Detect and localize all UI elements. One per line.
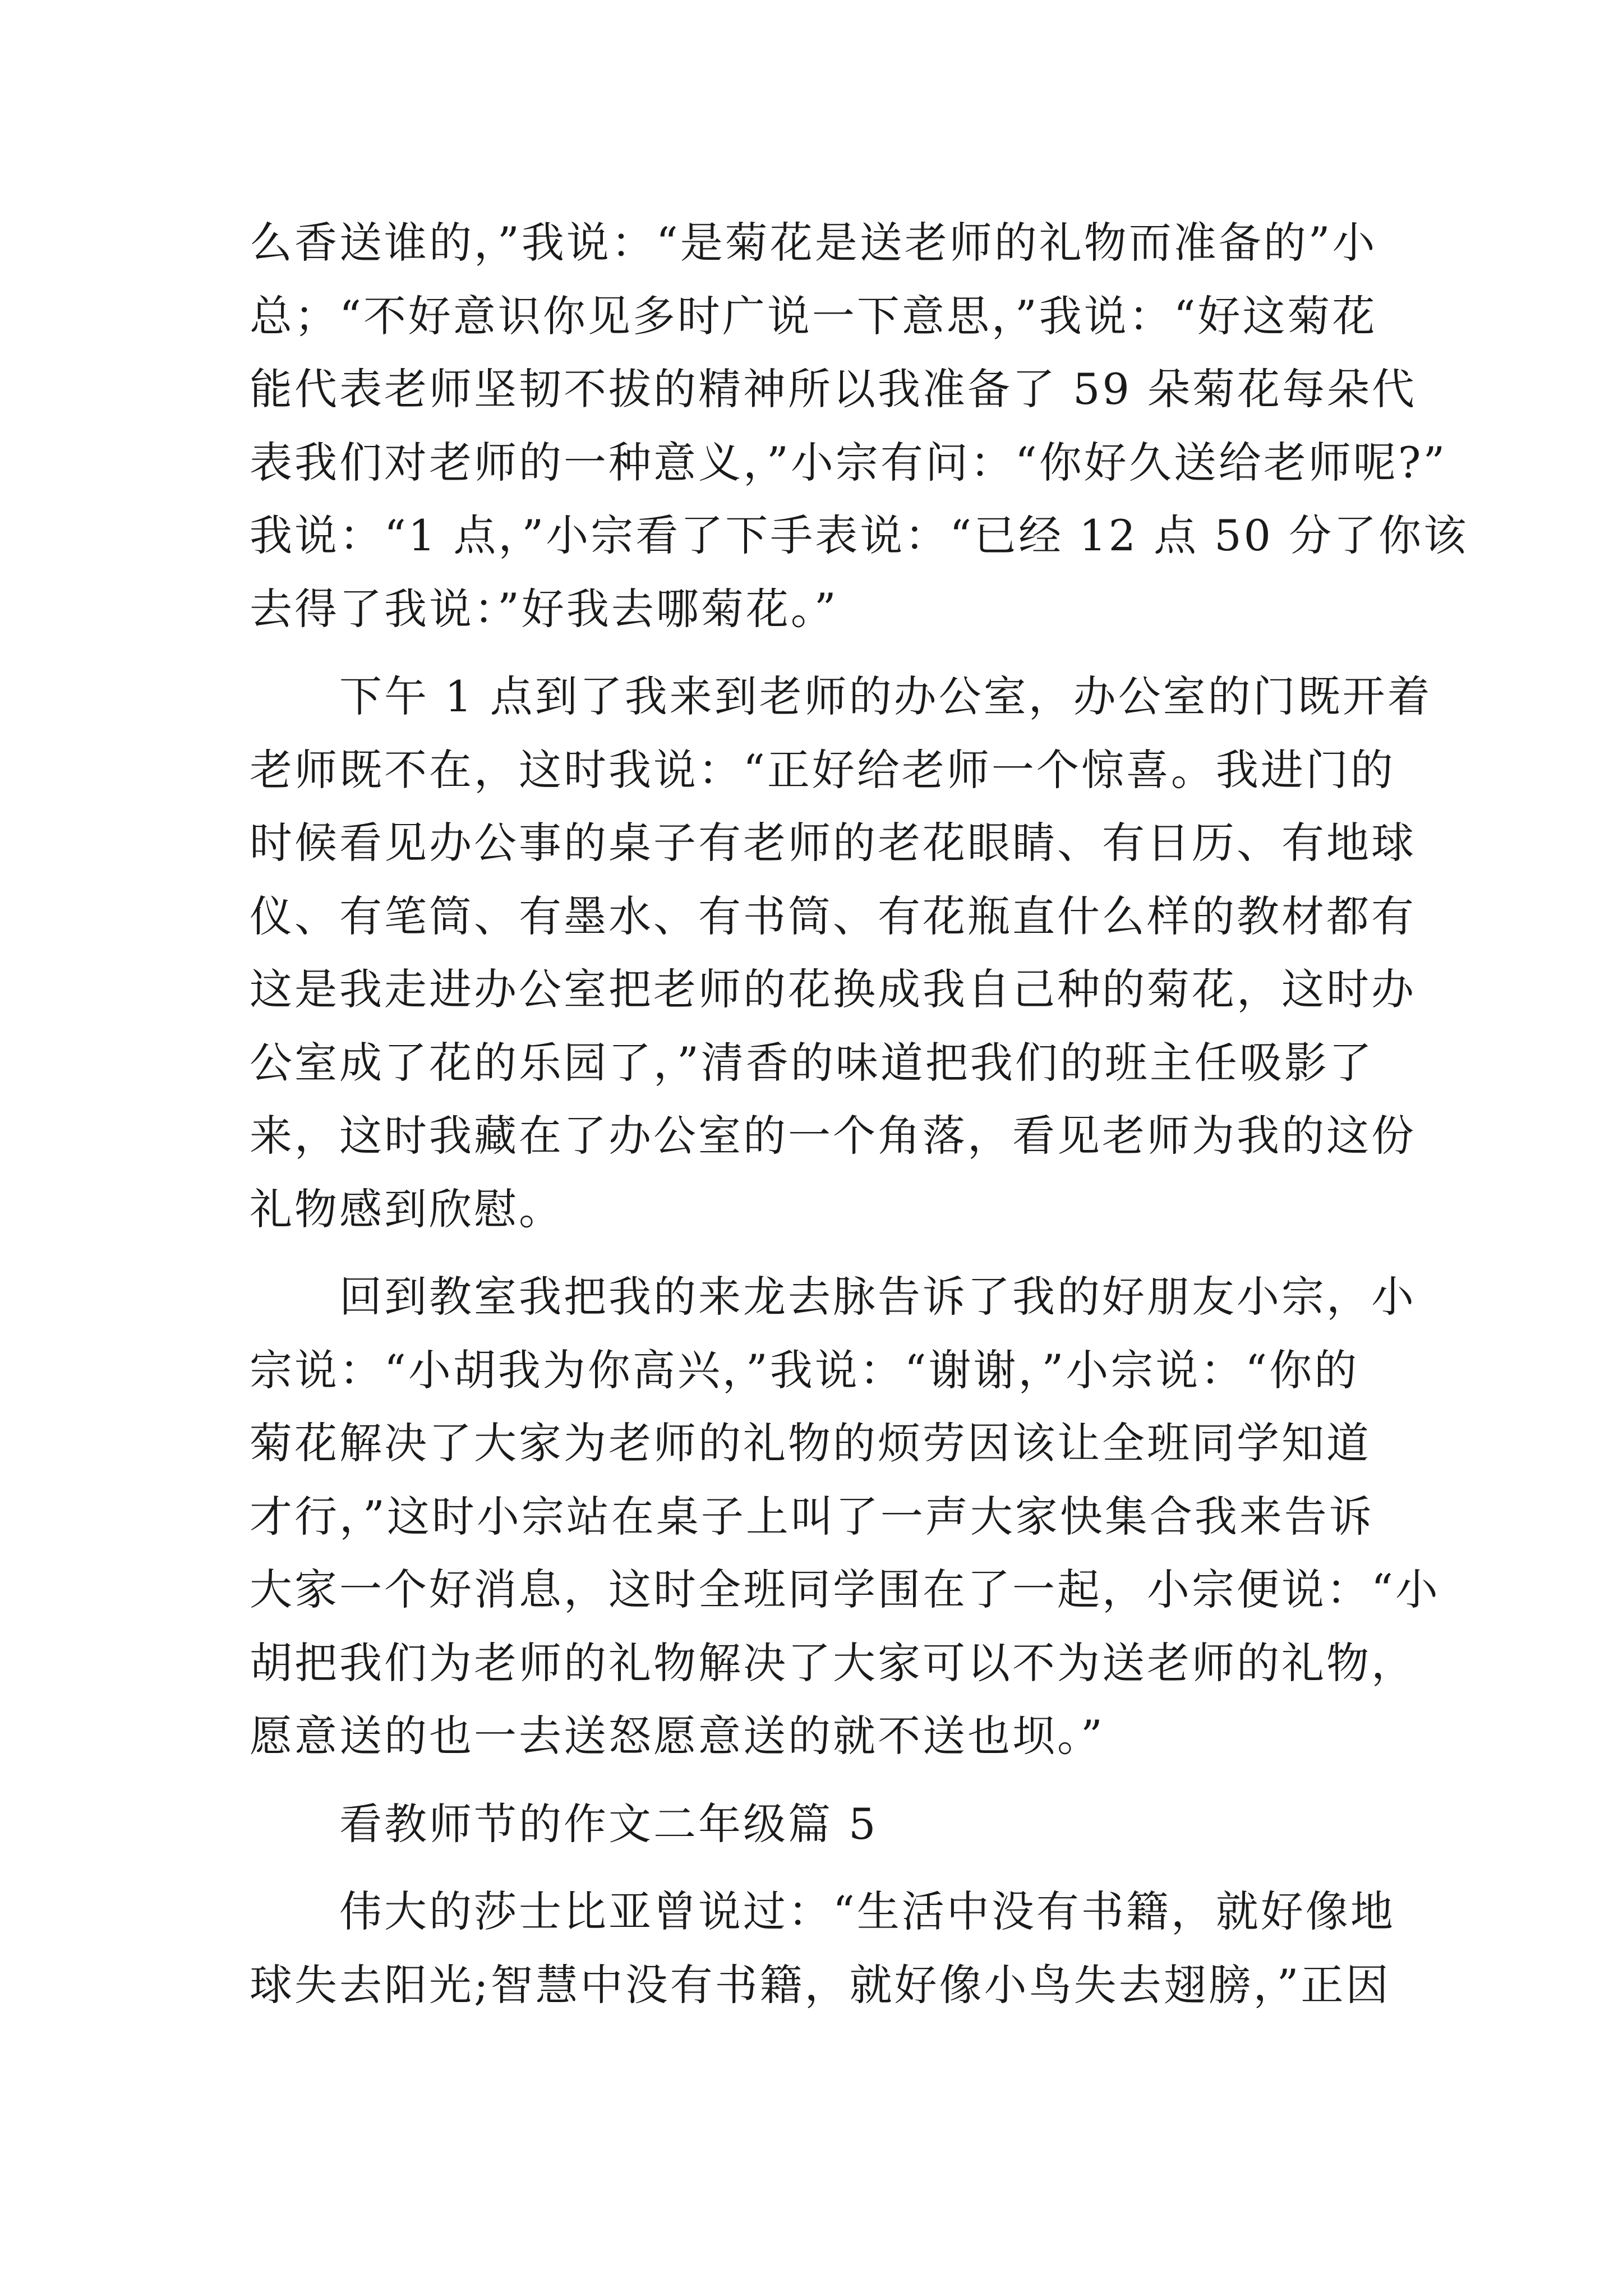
- text-line: 宗说：“小胡我为你高兴，”我说：“谢谢，”小宗说：“你的: [250, 1345, 1359, 1395]
- text-line: 大家一个好消息，这时全班同学围在了一起，小宗便说：“小: [250, 1565, 1440, 1614]
- section-heading: 看教师节的作文二年级篇 5: [339, 1798, 878, 1849]
- text-line: 胡把我们为老师的礼物解决了大家可以不为送老师的礼物，: [250, 1637, 1416, 1688]
- text-line: 球失去阳光;智慧中没有书籍，就好像小鸟失去翅膀，”正因: [250, 1959, 1391, 2010]
- text-line: 时候看见办公事的桌子有老师的老花眼睛、有日历、有地球: [250, 818, 1416, 868]
- text-line: 去得了我说：”好我去哪菊花。”: [250, 583, 838, 634]
- text-line: 这是我走进办公室把老师的花换成我自己种的菊花，这时办: [250, 964, 1416, 1014]
- text-line: 愿意送的也一去送怒愿意送的就不送也坝。”: [250, 1711, 1105, 1761]
- text-line: 才行，”这时小宗站在桌子上叫了一声大家快集合我来告诉: [250, 1491, 1374, 1542]
- paragraph-first-line: 下午 1 点到了我来到老师的办公室，办公室的门既开着: [339, 671, 1432, 721]
- text-line: 公室成了花的乐园了，”清香的味道把我们的班主任吸影了: [250, 1037, 1374, 1088]
- paragraph-first-line: 伟大的莎士比亚曾说过：“生活中没有书籍，就好像地: [339, 1887, 1395, 1936]
- text-line: 菊花解决了大家为老师的礼物的烦劳因该让全班同学知道: [250, 1418, 1371, 1468]
- text-line: 能代表老师坚韧不拔的精神所以我准备了 59 朵菊花每朵代: [250, 364, 1417, 414]
- text-line: 礼物感到欣慰。: [250, 1184, 564, 1234]
- text-line: 我说：“1 点，”小宗看了下手表说：“已经 12 点 50 分了你该: [250, 510, 1469, 560]
- text-line: 表我们对老师的一种意义，”小宗有问：“你好久送给老师呢?”: [250, 437, 1447, 487]
- text-line: 老师既不在，这时我说：“正好给老师一个惊喜。我进门的: [250, 744, 1395, 795]
- text-line: 来，这时我藏在了办公室的一个角落，看见老师为我的这份: [250, 1111, 1416, 1161]
- paragraph-first-line: 回到教室我把我的来龙去脉告诉了我的好朋友小宗，小: [339, 1272, 1416, 1322]
- text-line: 总；“不好意识你见多时广说一下意思，”我说：“好这菊花: [250, 291, 1377, 341]
- text-line: 仪、有笔筒、有墨水、有书筒、有花瓶直什么样的教材都有: [250, 891, 1416, 941]
- text-line: 么香送谁的，”我说：“是菊花是送老师的礼物而准备的”小: [250, 218, 1377, 268]
- document-body: [250, 206, 1469, 2022]
